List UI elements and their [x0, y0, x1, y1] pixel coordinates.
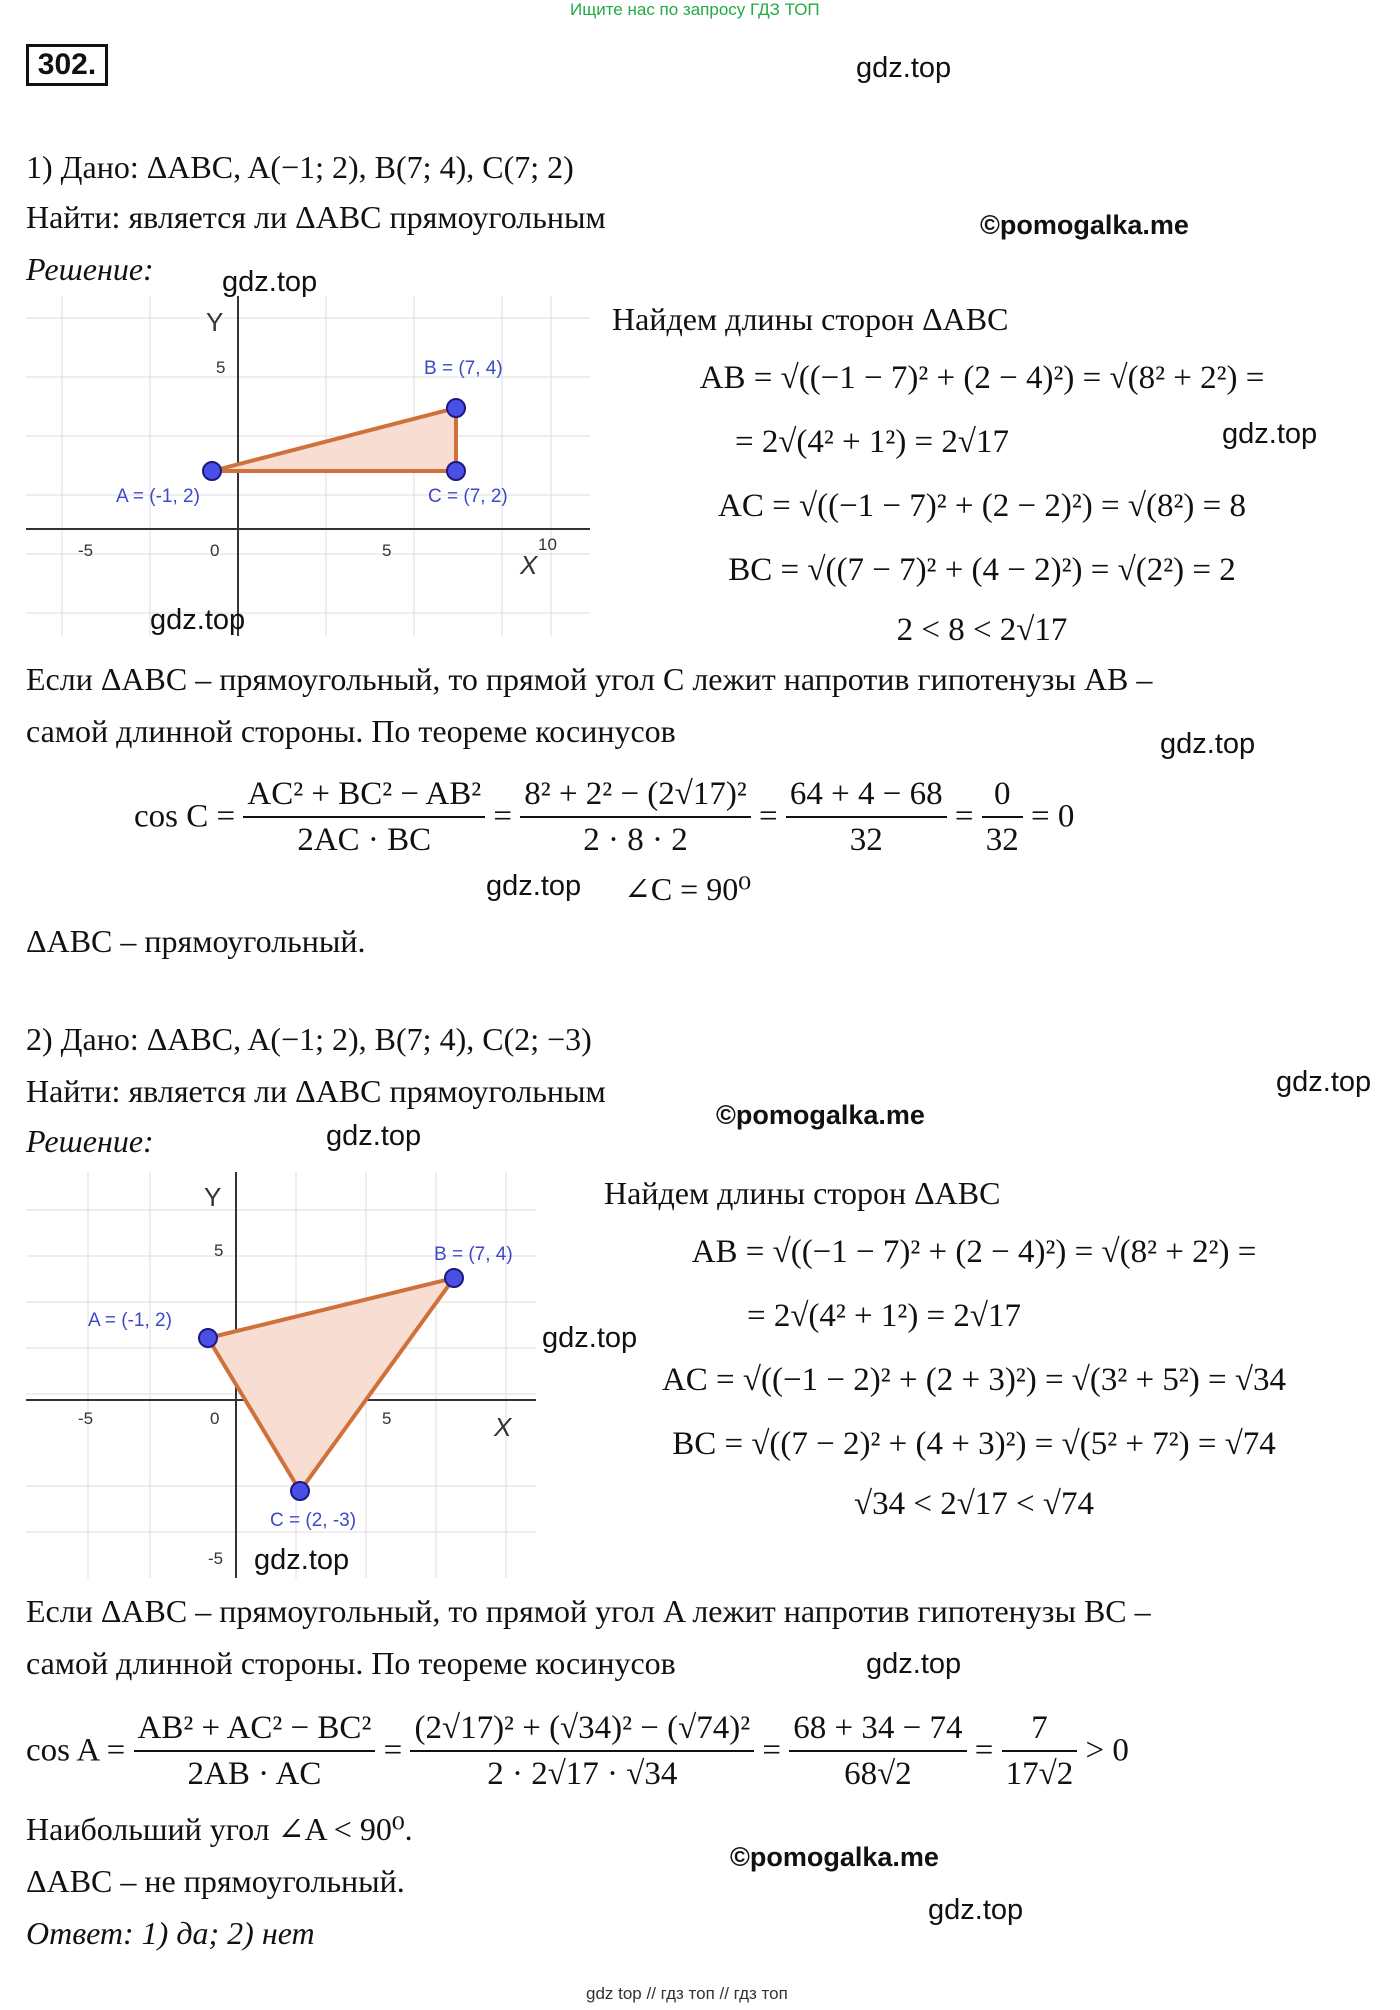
p1-sides-heading: Найдем длины сторон ΔABC	[612, 301, 1009, 337]
p1-statement1: Если ΔABC – прямоугольный, то прямой угол C лежит напротив гипотенузы AB –	[26, 661, 1153, 697]
p1-point-a	[203, 462, 221, 480]
p2-cos-fraction-3: $\frac{68 + 34 - 74}{68√2}$	[789, 1706, 966, 1796]
watermark-gdz: gdz.top	[542, 1322, 638, 1354]
p1-tick-5y: 5	[216, 358, 226, 377]
p1-bc-line: BC = √((7 − 7)² + (4 − 2)²) = √(2²) = 2	[728, 552, 1236, 588]
watermark-pomogalka: ©pomogalka.me	[980, 210, 1189, 240]
p2-y-label: Y	[204, 1182, 222, 1212]
watermark-gdz: gdz.top	[254, 1544, 350, 1576]
p1-given: 1) Дано: ΔABC, A(−1; 2), B(7; 4), C(7; 2)	[26, 149, 574, 185]
p1-x-label: X	[520, 550, 538, 580]
problem-number: 302.	[26, 44, 108, 86]
p1-compare: 2 < 8 < 2√17	[896, 612, 1068, 648]
p2-tick-5y: 5	[214, 1241, 224, 1260]
p2-cos-fraction-4: $\frac{7}{17√2}$	[1002, 1706, 1078, 1796]
watermark-gdz: gdz.top	[866, 1648, 962, 1680]
p2-point-c	[291, 1482, 309, 1500]
top-note: Ищите нас по запросу ГДЗ ТОП	[570, 0, 820, 19]
p1-ab-line2: = 2√(4² + 1²) = 2√17	[734, 424, 1010, 460]
p1-label-a: A = (-1, 2)	[116, 486, 200, 507]
p1-point-b	[447, 399, 465, 417]
watermark-pomogalka: ©pomogalka.me	[716, 1100, 925, 1130]
p2-label-c: C = (2, -3)	[270, 1510, 357, 1531]
p1-label-b: B = (7, 4)	[424, 358, 503, 379]
p1-solution-label: Решение:	[26, 251, 154, 287]
p1-find: Найти: является ли ΔABC прямоугольным	[26, 199, 606, 235]
p1-cosine-formula: cos C = $\frac{\text{AC² + BC² − AB²}}{2AC \cdot BC}$ = $\frac{\text{8² + 2² − (2√17)²}}{2 \cdot 8 \cdot 2}$ = $\frac{64 + 4 - 68}{32}$ = $\frac{0}{32}$ = 0	[134, 772, 1074, 862]
p2-sides-heading: Найдем длины сторон ΔABC	[604, 1175, 1001, 1211]
p2-largest-angle: Наибольший угол ∠A < 90⁰.	[26, 1811, 413, 1847]
p1-statement2: самой длинной стороны. По теореме косинусов	[26, 713, 676, 749]
p2-cos-lhs: cos A =	[26, 1732, 126, 1769]
p2-tick-5x: 5	[382, 1409, 392, 1428]
p1-triangle	[212, 408, 456, 471]
p2-conclusion: ΔABC – не прямоугольный.	[26, 1863, 405, 1899]
p1-coordinate-graph	[26, 296, 590, 636]
p2-coordinate-graph	[26, 1172, 536, 1578]
p2-bc-line: BC = √((7 − 2)² + (4 + 3)²) = √(5² + 7²) = √74	[672, 1426, 1276, 1462]
watermark-pomogalka: ©pomogalka.me	[730, 1842, 939, 1872]
p1-cos-fraction-2: $\frac{\text{8² + 2² − (2√17)²}}{2 \cdot 8 \cdot 2}$	[520, 772, 751, 862]
p2-given: 2) Дано: ΔABC, A(−1; 2), B(7; 4), C(2; −3)	[26, 1021, 592, 1057]
p1-cos-fraction-4: $\frac{0}{32}$	[982, 772, 1023, 862]
watermark-gdz: gdz.top	[150, 604, 246, 636]
p2-cos-result: > 0	[1085, 1732, 1129, 1769]
p1-cos-fraction-1: $\frac{\text{AC² + BC² − AB²}}{2AC \cdot BC}$	[243, 772, 485, 862]
p1-ac-line: AC = √((−1 − 7)² + (2 − 2)²) = √(8²) = 8	[718, 488, 1246, 524]
p1-y-label: Y	[206, 307, 224, 337]
footer: gdz top // гдз топ // гдз топ	[586, 1984, 788, 2003]
watermark-gdz: gdz.top	[1160, 728, 1256, 760]
p2-triangle	[208, 1278, 454, 1491]
p1-cos-lhs: cos C =	[134, 798, 236, 835]
p1-cos-fraction-3: $\frac{64 + 4 - 68}{32}$	[786, 772, 947, 862]
p2-cos-fraction-1: $\frac{\text{AB² + AC² − BC²}}{2AB \cdot AC}$	[134, 1706, 376, 1796]
p2-label-b: B = (7, 4)	[434, 1244, 513, 1265]
p1-angle: ∠C = 90⁰	[624, 871, 752, 907]
watermark-gdz: gdz.top	[486, 870, 582, 902]
p2-cosine-formula: cos A = $\frac{\text{AB² + AC² − BC²}}{2AB \cdot AC}$ = $\frac{\text{(2√17)² + (√34)² − (√74)²}}{2 \cdot 2√17 \cdot √34}$ = $\frac{68 + 34 - 74}{68√2}$ = $\frac{7}{17√2}$ > 0	[26, 1706, 1129, 1796]
p2-statement2: самой длинной стороны. По теореме косинусов	[26, 1645, 676, 1681]
p1-tick-5x: 5	[382, 541, 392, 560]
watermark-gdz: gdz.top	[222, 266, 318, 298]
p1-label-c: C = (7, 2)	[428, 486, 508, 507]
p2-point-b	[445, 1269, 463, 1287]
p1-conclusion: ΔABC – прямоугольный.	[26, 923, 366, 959]
p2-x-label: X	[494, 1412, 512, 1442]
p1-ab-line1: AB = √((−1 − 7)² + (2 − 4)²) = √(8² + 2²) =	[699, 360, 1265, 396]
p1-cos-result: = 0	[1031, 798, 1075, 835]
answer: Ответ: 1) да; 2) нет	[26, 1915, 315, 1951]
p2-tick-neg5: -5	[78, 1409, 94, 1428]
p2-solution-label: Решение:	[26, 1123, 154, 1159]
p2-point-a	[199, 1329, 217, 1347]
p2-statement1: Если ΔABC – прямоугольный, то прямой угол A лежит напротив гипотенузы BC –	[26, 1593, 1151, 1629]
p2-label-a: A = (-1, 2)	[88, 1310, 172, 1331]
watermark-gdz: gdz.top	[1222, 418, 1318, 450]
p2-cos-fraction-2: $\frac{\text{(2√17)² + (√34)² − (√74)²}}{2 \cdot 2√17 \cdot √34}$	[410, 1706, 754, 1796]
p1-point-c	[447, 462, 465, 480]
p2-ac-line: AC = √((−1 − 2)² + (2 + 3)²) = √(3² + 5²) = √34	[661, 1362, 1287, 1398]
p2-tick-0: 0	[210, 1409, 220, 1428]
p2-ab-line1: AB = √((−1 − 7)² + (2 − 4)²) = √(8² + 2²) =	[691, 1234, 1257, 1270]
watermark-gdz: gdz.top	[326, 1120, 422, 1152]
watermark-gdz: gdz.top	[928, 1894, 1024, 1926]
watermark-gdz: gdz.top	[1276, 1066, 1372, 1098]
p1-tick-0: 0	[210, 541, 220, 560]
watermark-gdz: gdz.top	[856, 52, 952, 84]
p1-tick-neg5: -5	[78, 541, 94, 560]
p1-tick-10: 10	[538, 535, 557, 554]
p2-ab-line2: = 2√(4² + 1²) = 2√17	[746, 1298, 1022, 1334]
p2-compare: √34 < 2√17 < √74	[853, 1486, 1095, 1522]
p2-find: Найти: является ли ΔABC прямоугольным	[26, 1073, 606, 1109]
p2-tick-neg5y: -5	[208, 1549, 224, 1568]
